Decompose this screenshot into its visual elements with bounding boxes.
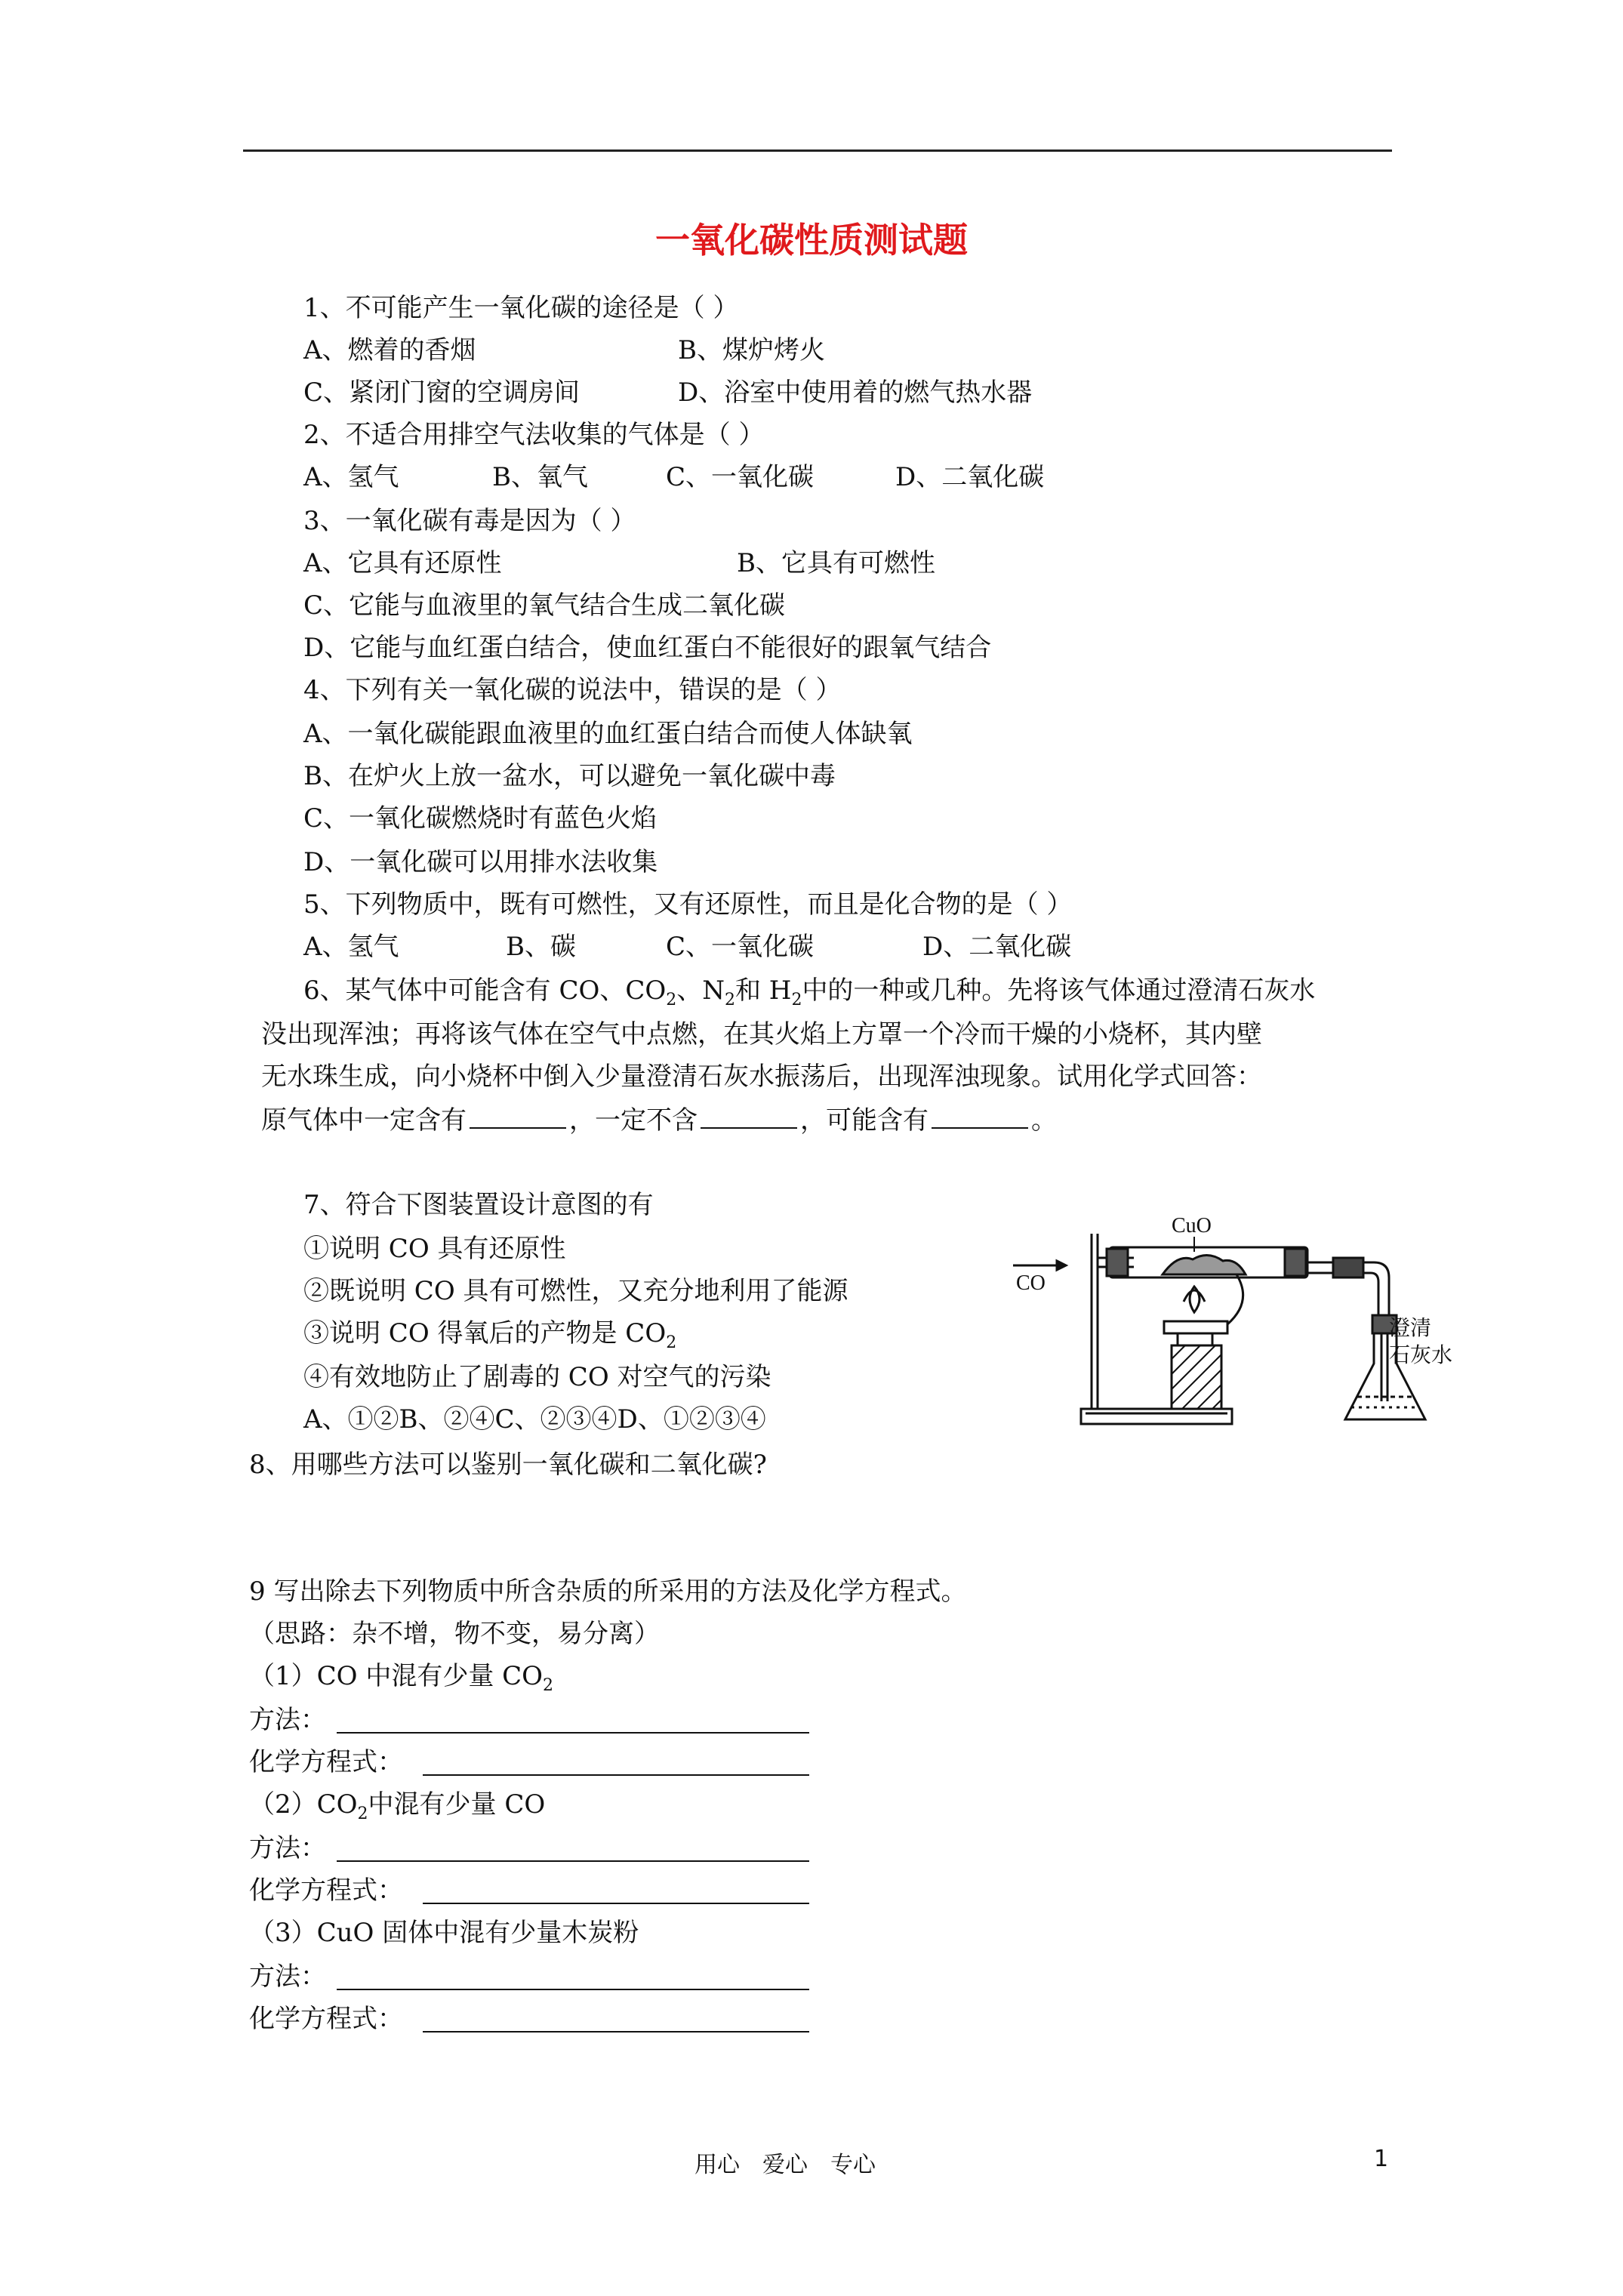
q9-part-3-method-label: 方法： [249,1962,326,1992]
stand-base [1081,1409,1232,1424]
q9-part-2-method-line[interactable] [337,1860,809,1862]
q6-blank-must-not-contain[interactable] [701,1105,797,1129]
q9-part-1-method-label: 方法： [249,1705,326,1735]
q2-option-a: A、氢气 [303,462,399,492]
q6-blank-must-contain[interactable] [470,1105,566,1129]
q5-option-c: C、一氧化碳 [666,932,815,962]
q5-stem: 5、下列物质中，既有可燃性，又有还原性，而且是化合物的是（ ） [303,889,1073,920]
page-number: 1 [1374,2146,1389,2172]
q7-item-2: ②既说明 CO 具有可燃性，又充分地利用了能源 [303,1276,848,1306]
right-stopper [1285,1249,1306,1276]
q2-stem: 2、不适合用排空气法收集的气体是（ ） [303,420,765,450]
q6-line-1: 6、某气体中可能含有 CO、$CO_2$、$N_2$和 $H_2$中的一种或几种。先将该气体通过澄清石灰水 [303,975,1316,1009]
co-arrowhead-icon [1057,1261,1066,1270]
q9-part-2-method-label: 方法： [249,1833,326,1863]
q7-item-1: ①说明 CO 具有还原性 [303,1234,566,1264]
header-rule [243,149,1392,152]
q5-option-d: D、二氧化碳 [922,932,1072,962]
q4-option-d: D、一氧化碳可以用排水法收集 [303,847,658,877]
q4-stem: 4、下列有关一氧化碳的说法中，错误的是（ ） [303,675,842,705]
co-label: CO [1016,1271,1046,1295]
q3-stem: 3、一氧化碳有毒是因为（ ） [303,506,636,536]
q2-option-d: D、二氧化碳 [895,462,1045,492]
limewater-label-2: 石灰水 [1389,1342,1453,1367]
left-stopper [1107,1249,1128,1276]
q9-part-2: $(2)CO_2$中混有少量 CO [249,1789,546,1823]
q9-part-1-equation-line[interactable] [423,1774,809,1776]
q1-option-a: A、燃着的香烟 [303,335,476,365]
q3-option-a: A、它具有还原性 [303,548,502,578]
q9-hint: （思路：杂不增，物不变，易分离） [249,1619,660,1649]
q6-blank-may-contain[interactable] [932,1105,1028,1129]
q4-option-a: A、一氧化碳能跟血液里的血红蛋白结合而使人体缺氧 [303,719,913,749]
q9-part-3-equation-label: 化学方程式： [249,2004,403,2034]
apparatus-figure [996,1188,1453,1432]
q6-line-2: 没出现浑浊；再将该气体在空气中点燃，在其火焰上方罩一个冷而干燥的小烧杯，其内壁 [261,1019,1262,1049]
q3-option-c: C、它能与血液里的氧气结合生成二氧化碳 [303,590,786,621]
rubber-hose [1333,1258,1363,1277]
q1-option-c: C、紧闭门窗的空调房间 [303,378,581,408]
page-title: 一氧化碳性质测试题 [655,220,968,260]
footer-motto: 用心 爱心 专心 [694,2152,876,2178]
q1-stem: 1、不可能产生一氧化碳的途径是（ ） [303,293,739,323]
q1-option-d: D、浴室中使用着的燃气热水器 [678,378,1033,408]
q4-option-b: B、在炉火上放一盆水，可以避免一氧化碳中毒 [303,761,836,791]
q1-option-b: B、煤炉烤火 [678,335,825,365]
q9-part-3-method-line[interactable] [337,1989,809,1990]
q3-option-b: B、它具有可燃性 [737,548,935,578]
cuo-label: CuO [1172,1214,1212,1237]
q9-part-3: （3）CuO 固体中混有少量木炭粉 [249,1918,639,1948]
q2-option-c: C、一氧化碳 [666,462,815,492]
q5-option-a: A、氢气 [303,932,399,962]
q9-part-1-equation-label: 化学方程式： [249,1747,403,1777]
q3-option-d: D、它能与血红蛋白结合，使血红蛋白不能很好的跟氧气结合 [303,633,992,663]
q7-options: A、①②B、②④C、②③④D、①②③④ [303,1404,766,1435]
limewater-label-1: 澄清 [1389,1315,1432,1340]
q5-option-b: B、碳 [506,932,576,962]
q7-item-3: ③说明 CO 得氧后的产物是 $CO_2$ [303,1318,677,1352]
burner-top [1164,1321,1227,1333]
q9-part-2-equation-label: 化学方程式： [249,1875,403,1906]
q6-line-4: 原气体中一定含有 ，一定不含 ，可能含有 。 [261,1105,1057,1136]
cuo-sample [1163,1255,1246,1274]
q7-item-4: ④有效地防止了剧毒的 CO 对空气的污染 [303,1362,771,1392]
q2-option-b: B、氧气 [492,462,588,492]
q8-stem: 8、用哪些方法可以鉴别一氧化碳和二氧化碳? [249,1450,767,1480]
q9-part-1: （1）CO 中混有少量 $CO_2$ [249,1661,554,1695]
q9-part-1-method-line[interactable] [337,1732,809,1734]
q4-option-c: C、一氧化碳燃烧时有蓝色火焰 [303,803,658,834]
q7-stem: 7、符合下图装置设计意图的有 [303,1190,654,1220]
q9-stem: 9 写出除去下列物质中所含杂质的所采用的方法及化学方程式。 [249,1576,967,1607]
q9-part-2-equation-line[interactable] [423,1903,809,1904]
q9-part-3-equation-line[interactable] [423,2031,809,2032]
q6-line-3: 无水珠生成，向小烧杯中倒入少量澄清石灰水振荡后，出现浑浊现象。试用化学式回答： [261,1062,1262,1092]
